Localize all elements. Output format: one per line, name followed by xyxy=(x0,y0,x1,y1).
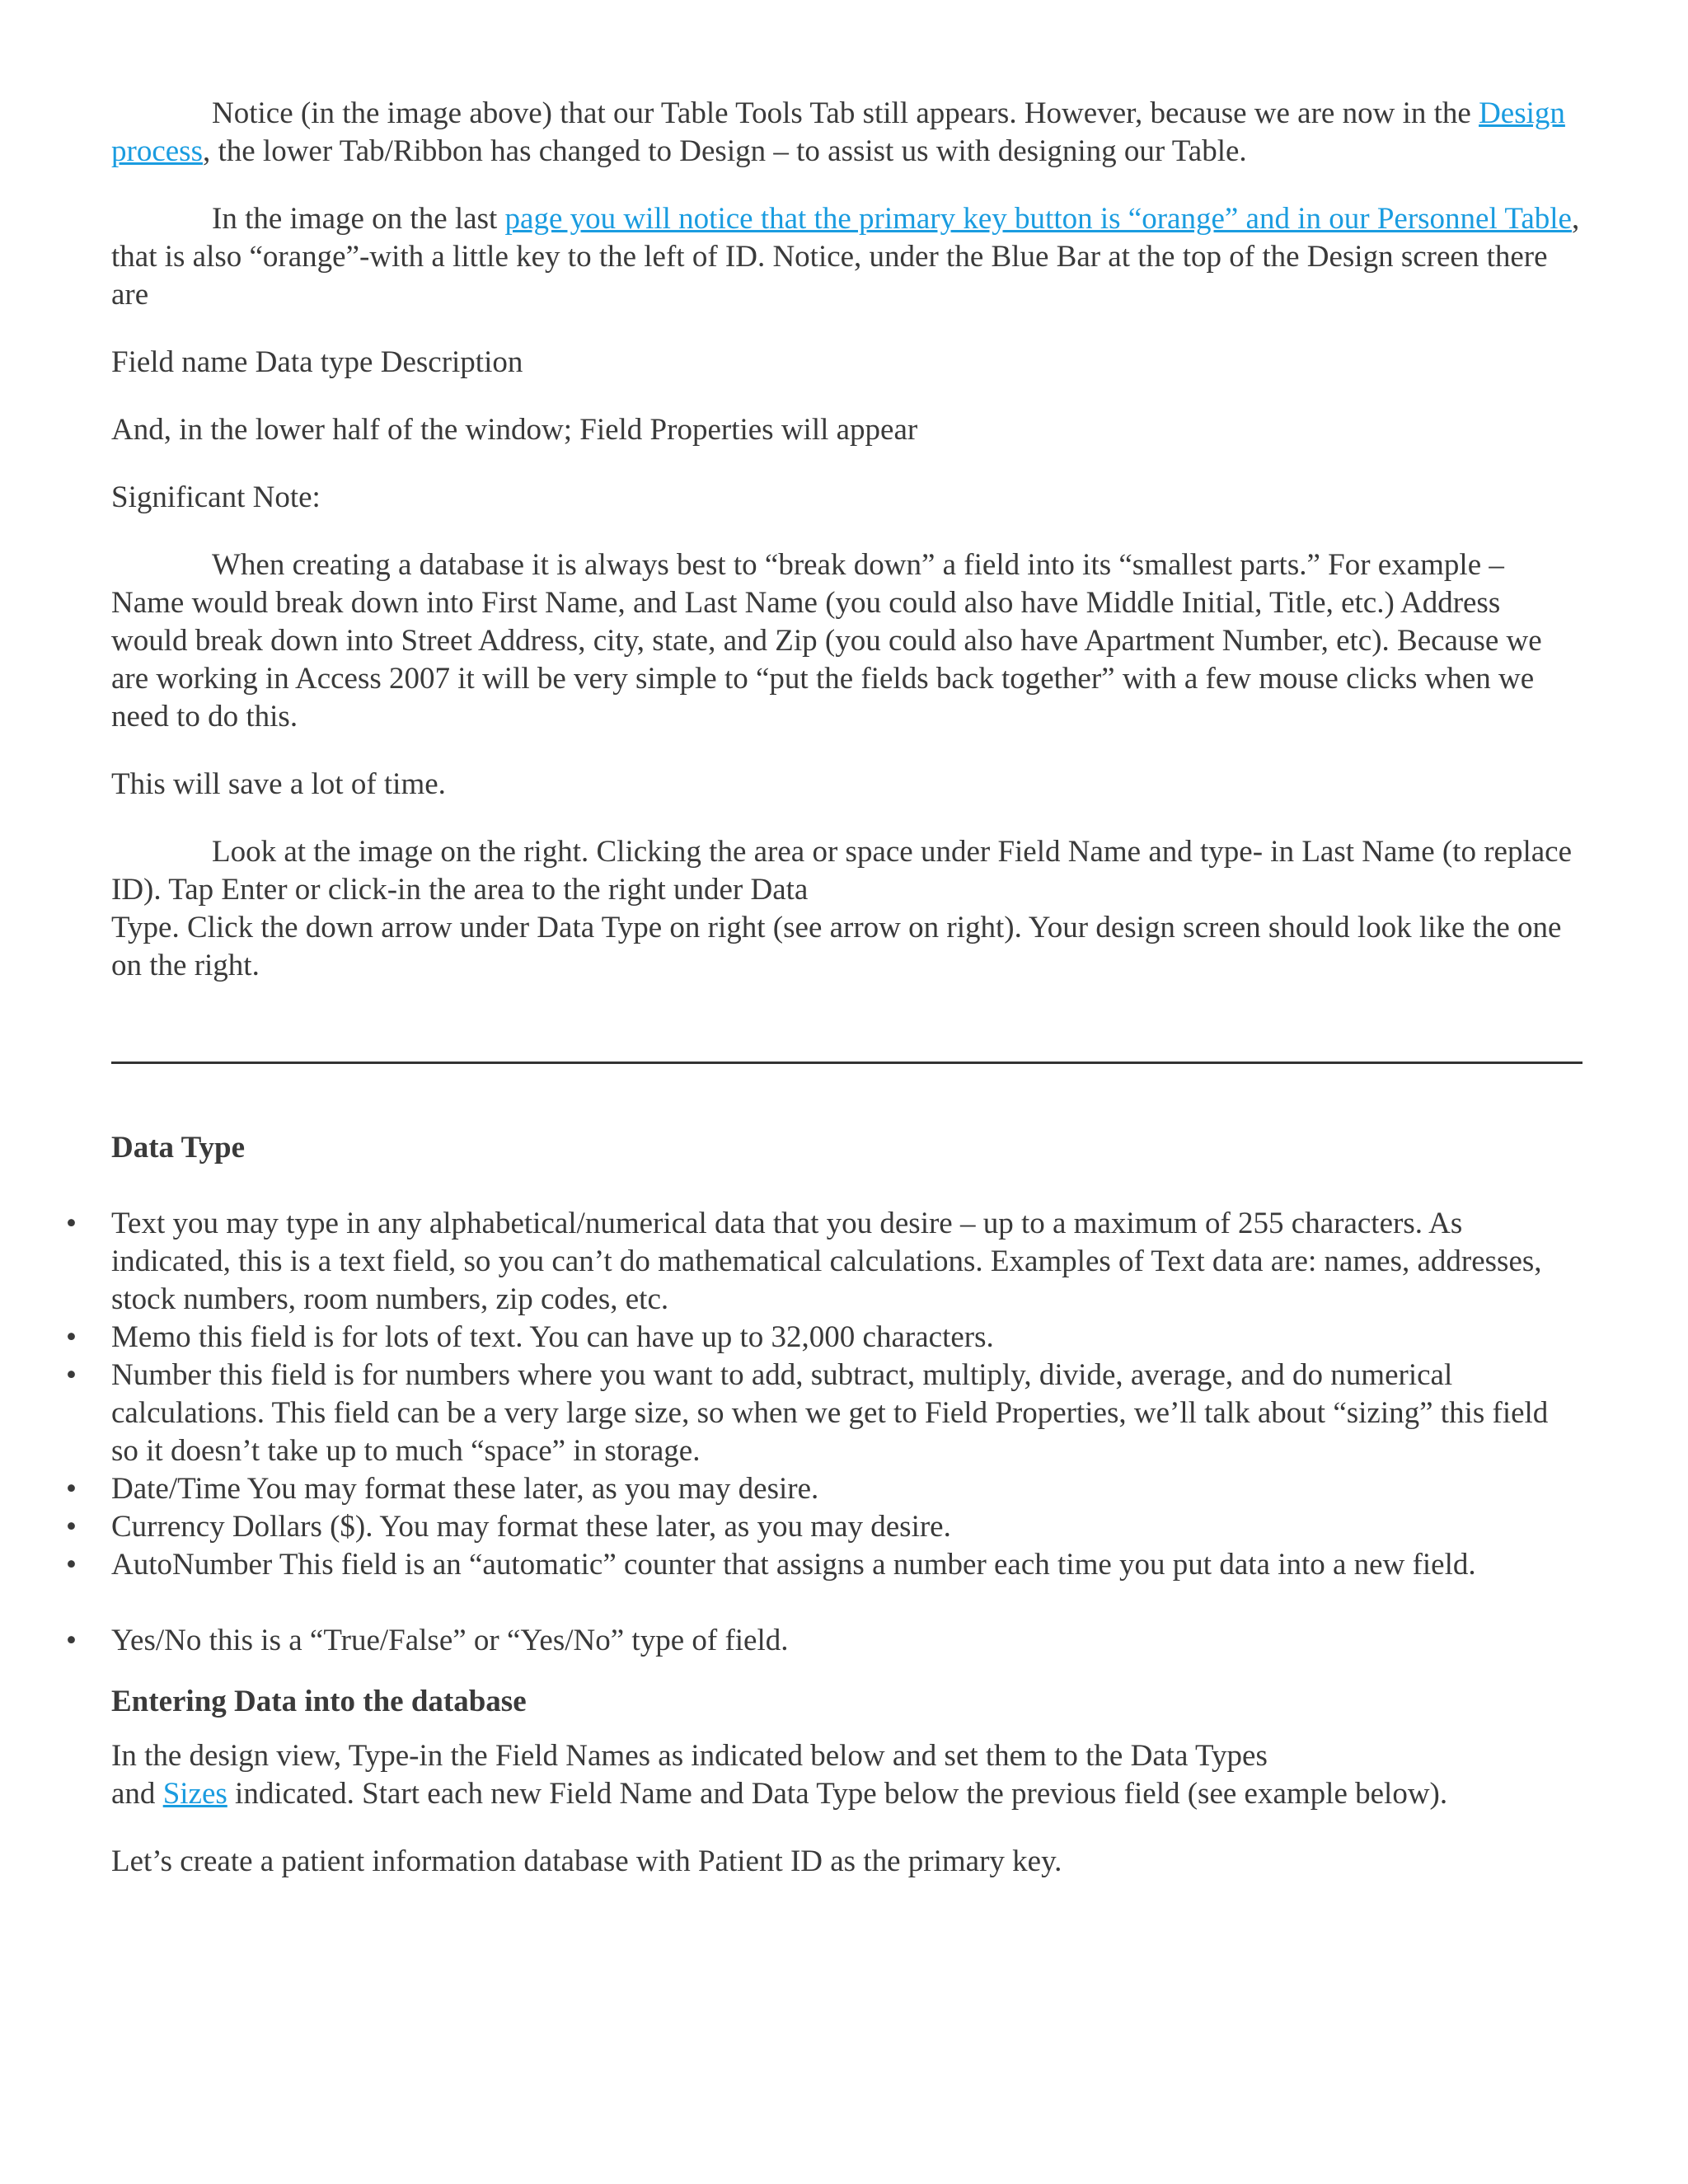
list-item-text: AutoNumber This field is an “automatic” counter that assigns a number each time you put data into a new field. xyxy=(111,1548,1476,1582)
bullet-icon: • xyxy=(66,1472,77,1506)
data-type-heading: Data Type xyxy=(111,1131,246,1165)
link-sizes[interactable]: Sizes xyxy=(162,1777,227,1811)
list-item xyxy=(66,1319,1582,1357)
link-primary-key-page[interactable]: page you will notice that the primary key button is “orange” and in our Personnel Table xyxy=(504,202,1572,236)
paragraph-text: In the design view, Type-in the Field Names as indicated below and set them to the Data Types xyxy=(111,1739,1268,1773)
paragraph-look-at-image xyxy=(111,833,1582,985)
bullet-icon: • xyxy=(66,1320,77,1354)
list-item xyxy=(66,1357,1582,1470)
paragraph-break-down-fields: When creating a database it is always best to “break down” a field into its “smallest parts.” For example – Name would break down into First Name, and Last Name (you could also have Middle Initial, Title, etc.) Address would break down into Street Address, city, state, and Zip (you could also have Apartment Number, etc). Because we are working in Access 2007 it will be very simple to “put the fields back together” with a few mouse clicks when we need to do this. xyxy=(111,548,1542,733)
data-type-list xyxy=(66,1205,1582,1660)
paragraph-primary-key xyxy=(111,200,1582,314)
significant-note-label: Significant Note: xyxy=(111,480,321,514)
list-item-text: Currency Dollars ($). You may format these later, as you may desire. xyxy=(111,1510,951,1544)
document-body xyxy=(111,95,1582,985)
paragraph-table-tools xyxy=(111,95,1582,171)
list-item xyxy=(66,1508,1582,1546)
list-item xyxy=(66,1205,1582,1319)
paragraph-text: indicated. Start each new Field Name and Data Type below the previous field (see example below). xyxy=(227,1777,1448,1811)
bullet-icon: • xyxy=(66,1548,77,1582)
list-item-text: Memo this field is for lots of text. You can have up to 32,000 characters. xyxy=(111,1320,994,1354)
paragraph-save-time: This will save a lot of time. xyxy=(111,767,446,801)
paragraph-text: In the image on the last xyxy=(212,202,505,236)
paragraph-field-headers: Field name Data type Description xyxy=(111,345,523,379)
bullet-icon: • xyxy=(66,1510,77,1544)
list-item xyxy=(66,1470,1582,1508)
link-design-process[interactable]: Design process xyxy=(111,96,1565,168)
paragraph-text: Notice (in the image above) that our Table Tools Tab still appears. However, because we are now in the xyxy=(212,96,1479,130)
paragraph-text: , the lower Tab/Ribbon has changed to Design – to assist us with designing our Table. xyxy=(202,134,1247,168)
bullet-icon: • xyxy=(66,1207,77,1240)
paragraph-field-properties: And, in the lower half of the window; Field Properties will appear xyxy=(111,413,918,447)
paragraph-design-view xyxy=(111,1737,1582,1813)
list-item-text: Date/Time You may format these later, as you may desire. xyxy=(111,1472,819,1506)
paragraph-text: Look at the image on the right. Clicking the area or space under Field Name and type- in Last Name (to replace ID). Tap Enter or click-in the area to the right under Data xyxy=(111,835,1573,907)
paragraph-text: and xyxy=(111,1777,163,1811)
list-item-text: Number this field is for numbers where you want to add, subtract, multiply, divide, average, and do numerical calculations. This field can be a very large size, so when we get to Field Properties, we’ll talk about “sizing” this field so it doesn’t take up to much “space” in storage. xyxy=(111,1358,1549,1468)
paragraph-text: Type. Click the down arrow under Data Type on right (see arrow on right). Your design screen should look like the one on the right. xyxy=(111,911,1562,982)
list-item-text: Yes/No this is a “True/False” or “Yes/No” type of field. xyxy=(111,1624,789,1657)
entering-data-heading: Entering Data into the database xyxy=(111,1685,527,1718)
bullet-icon: • xyxy=(66,1358,77,1392)
list-item xyxy=(66,1622,1582,1660)
paragraph-text: , that is also “orange”-with a little key to the left of ID. Notice, under the Blue Bar at the top of the Design screen there are xyxy=(111,202,1580,312)
paragraph-patient-database: Let’s create a patient information database with Patient ID as the primary key. xyxy=(111,1844,1062,1878)
data-type-section xyxy=(66,1129,1582,1881)
list-item xyxy=(66,1546,1582,1584)
horizontal-divider xyxy=(111,1062,1582,1064)
bullet-icon: • xyxy=(66,1624,77,1657)
list-item-text: Text you may type in any alphabetical/numerical data that you desire – up to a maximum of 255 characters. As indicated, this is a text field, so you can’t do mathematical calculations. Examples of Text data are: names, addresses, stock numbers, room numbers, zip codes, etc. xyxy=(111,1207,1542,1316)
